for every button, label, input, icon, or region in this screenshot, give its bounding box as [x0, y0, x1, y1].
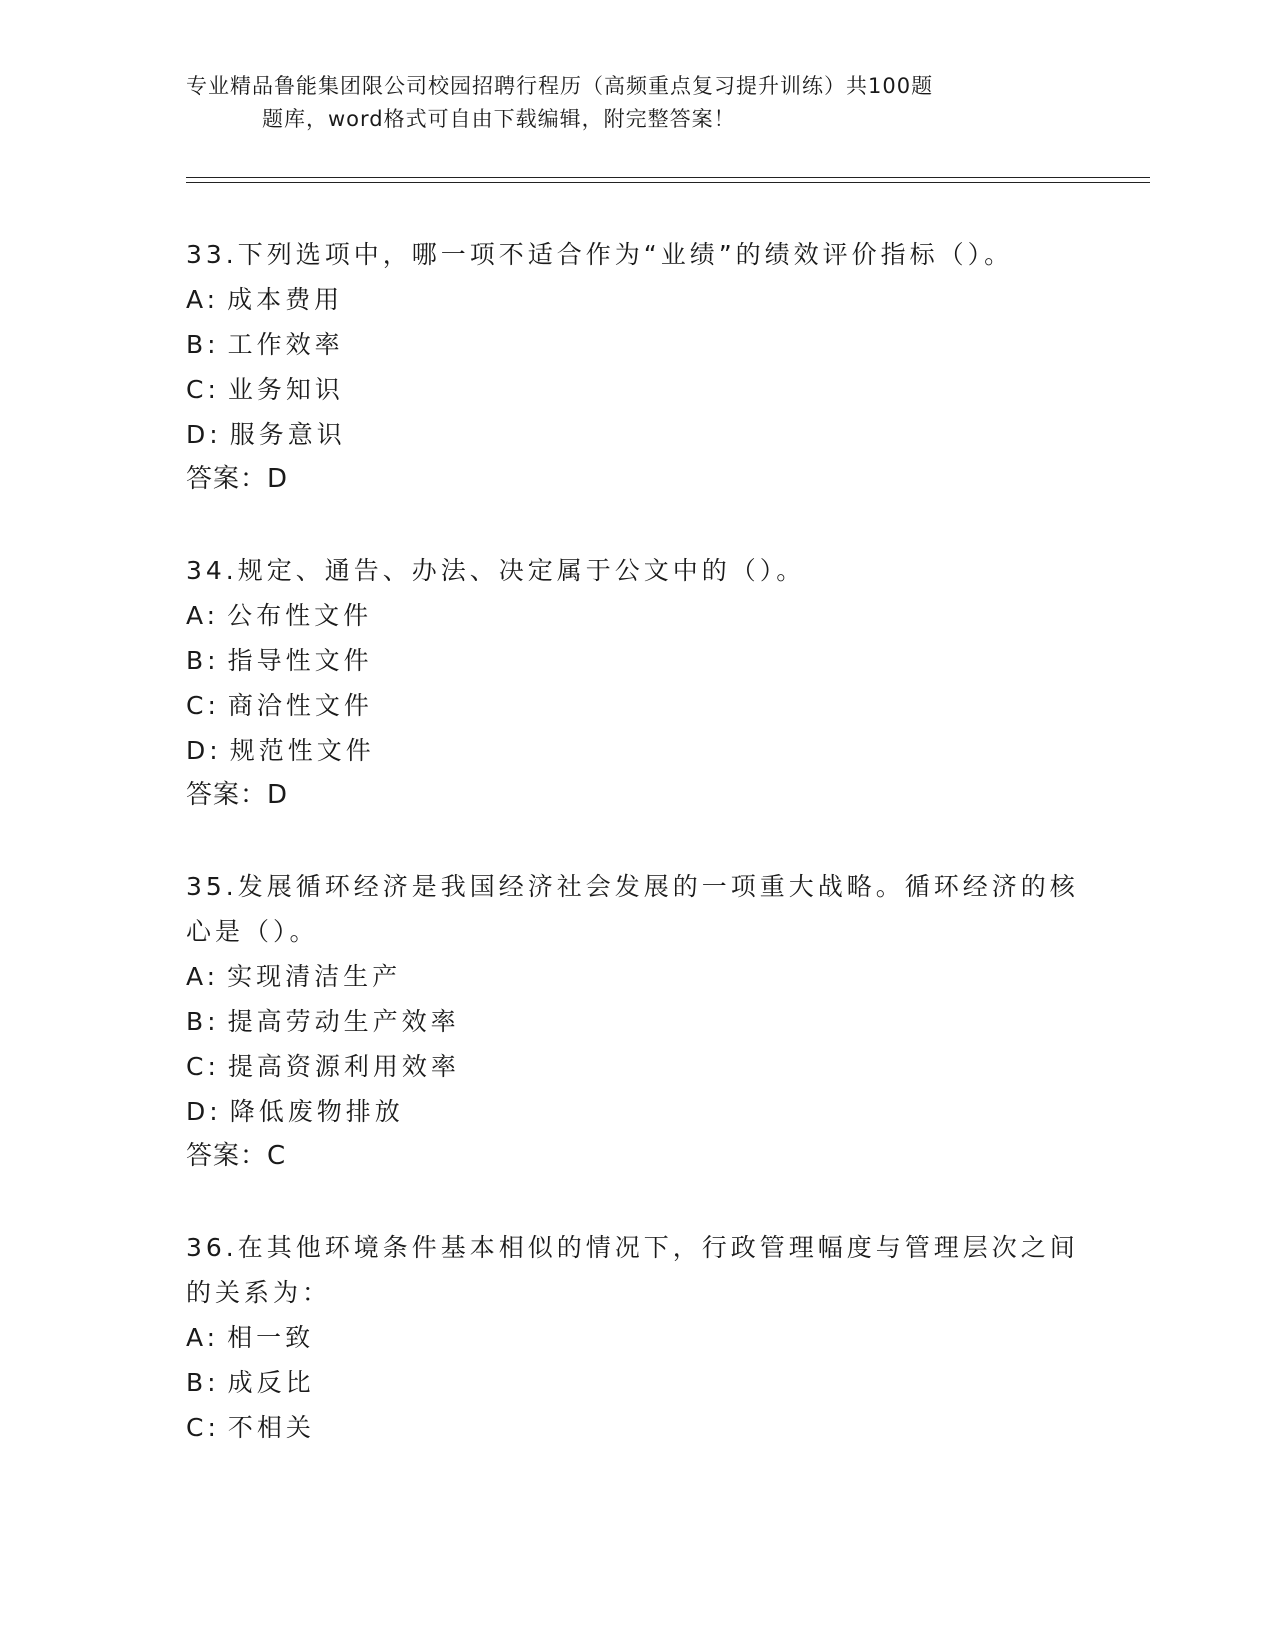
header-title-line-1: 专业精品鲁能集团限公司校园招聘行程历（高频重点复习提升训练）共100题	[186, 74, 934, 98]
option-c	[186, 683, 1086, 728]
option-d	[186, 728, 1086, 773]
option-text: 业务知识	[227, 375, 344, 404]
header-title-line-2: 题库，word格式可自由下载编辑，附完整答案！	[262, 107, 736, 131]
option-d	[186, 412, 1086, 457]
option-key: B:	[186, 1007, 220, 1036]
option-text: 不相关	[227, 1413, 315, 1442]
option-b	[186, 999, 1086, 1044]
header-divider-bottom	[186, 182, 1150, 183]
question-text: 34.规定、通告、办法、决定属于公文中的（）。	[186, 556, 806, 585]
option-key: C:	[186, 1413, 220, 1442]
option-text: 相一致	[227, 1323, 315, 1352]
option-text: 成反比	[227, 1368, 315, 1397]
question-35	[186, 864, 1086, 1179]
option-c	[186, 367, 1086, 412]
question-33	[186, 232, 1086, 502]
option-b	[186, 638, 1086, 683]
option-a	[186, 1315, 1086, 1360]
question-text-line-1: 35.发展循环经济是我国经济社会发展的一项重大战略。循环经济的核	[186, 872, 1079, 901]
option-text: 实现清洁生产	[227, 962, 402, 991]
answer: 答案：D	[186, 780, 289, 810]
question-text-line-2: 的关系为：	[186, 1278, 332, 1307]
option-text: 成本费用	[227, 285, 344, 314]
option-a	[186, 277, 1086, 322]
document-header	[186, 70, 1086, 136]
option-a	[186, 954, 1086, 999]
option-key: C:	[186, 375, 220, 404]
option-key: D:	[186, 420, 222, 449]
option-text: 降低废物排放	[229, 1097, 404, 1126]
option-text: 公布性文件	[227, 601, 373, 630]
option-key: A:	[186, 601, 220, 630]
header-divider-top	[186, 177, 1150, 178]
option-b	[186, 322, 1086, 367]
option-key: A:	[186, 1323, 220, 1352]
question-text: 33.下列选项中，哪一项不适合作为“业绩”的绩效评价指标（）。	[186, 240, 1014, 269]
option-text: 规范性文件	[229, 736, 375, 765]
option-text: 商洽性文件	[227, 691, 373, 720]
option-key: B:	[186, 646, 220, 675]
option-text: 指导性文件	[227, 646, 373, 675]
option-key: D:	[186, 736, 222, 765]
option-key: A:	[186, 962, 220, 991]
option-b	[186, 1360, 1086, 1405]
option-c	[186, 1044, 1086, 1089]
answer: 答案：D	[186, 464, 289, 494]
question-text-line-1: 36.在其他环境条件基本相似的情况下，行政管理幅度与管理层次之间	[186, 1233, 1079, 1262]
option-key: B:	[186, 330, 220, 359]
option-c	[186, 1405, 1086, 1450]
option-key: C:	[186, 691, 220, 720]
option-d	[186, 1089, 1086, 1134]
question-34	[186, 548, 1086, 818]
option-key: A:	[186, 285, 220, 314]
question-list	[186, 232, 1086, 1496]
option-a	[186, 593, 1086, 638]
option-key: C:	[186, 1052, 220, 1081]
option-key: D:	[186, 1097, 222, 1126]
option-text: 工作效率	[227, 330, 344, 359]
option-text: 服务意识	[229, 420, 346, 449]
question-text-line-2: 心是（）。	[186, 917, 319, 946]
option-key: B:	[186, 1368, 220, 1397]
question-36	[186, 1225, 1086, 1450]
option-text: 提高劳动生产效率	[227, 1007, 460, 1036]
answer: 答案：C	[186, 1141, 287, 1171]
option-text: 提高资源利用效率	[227, 1052, 460, 1081]
